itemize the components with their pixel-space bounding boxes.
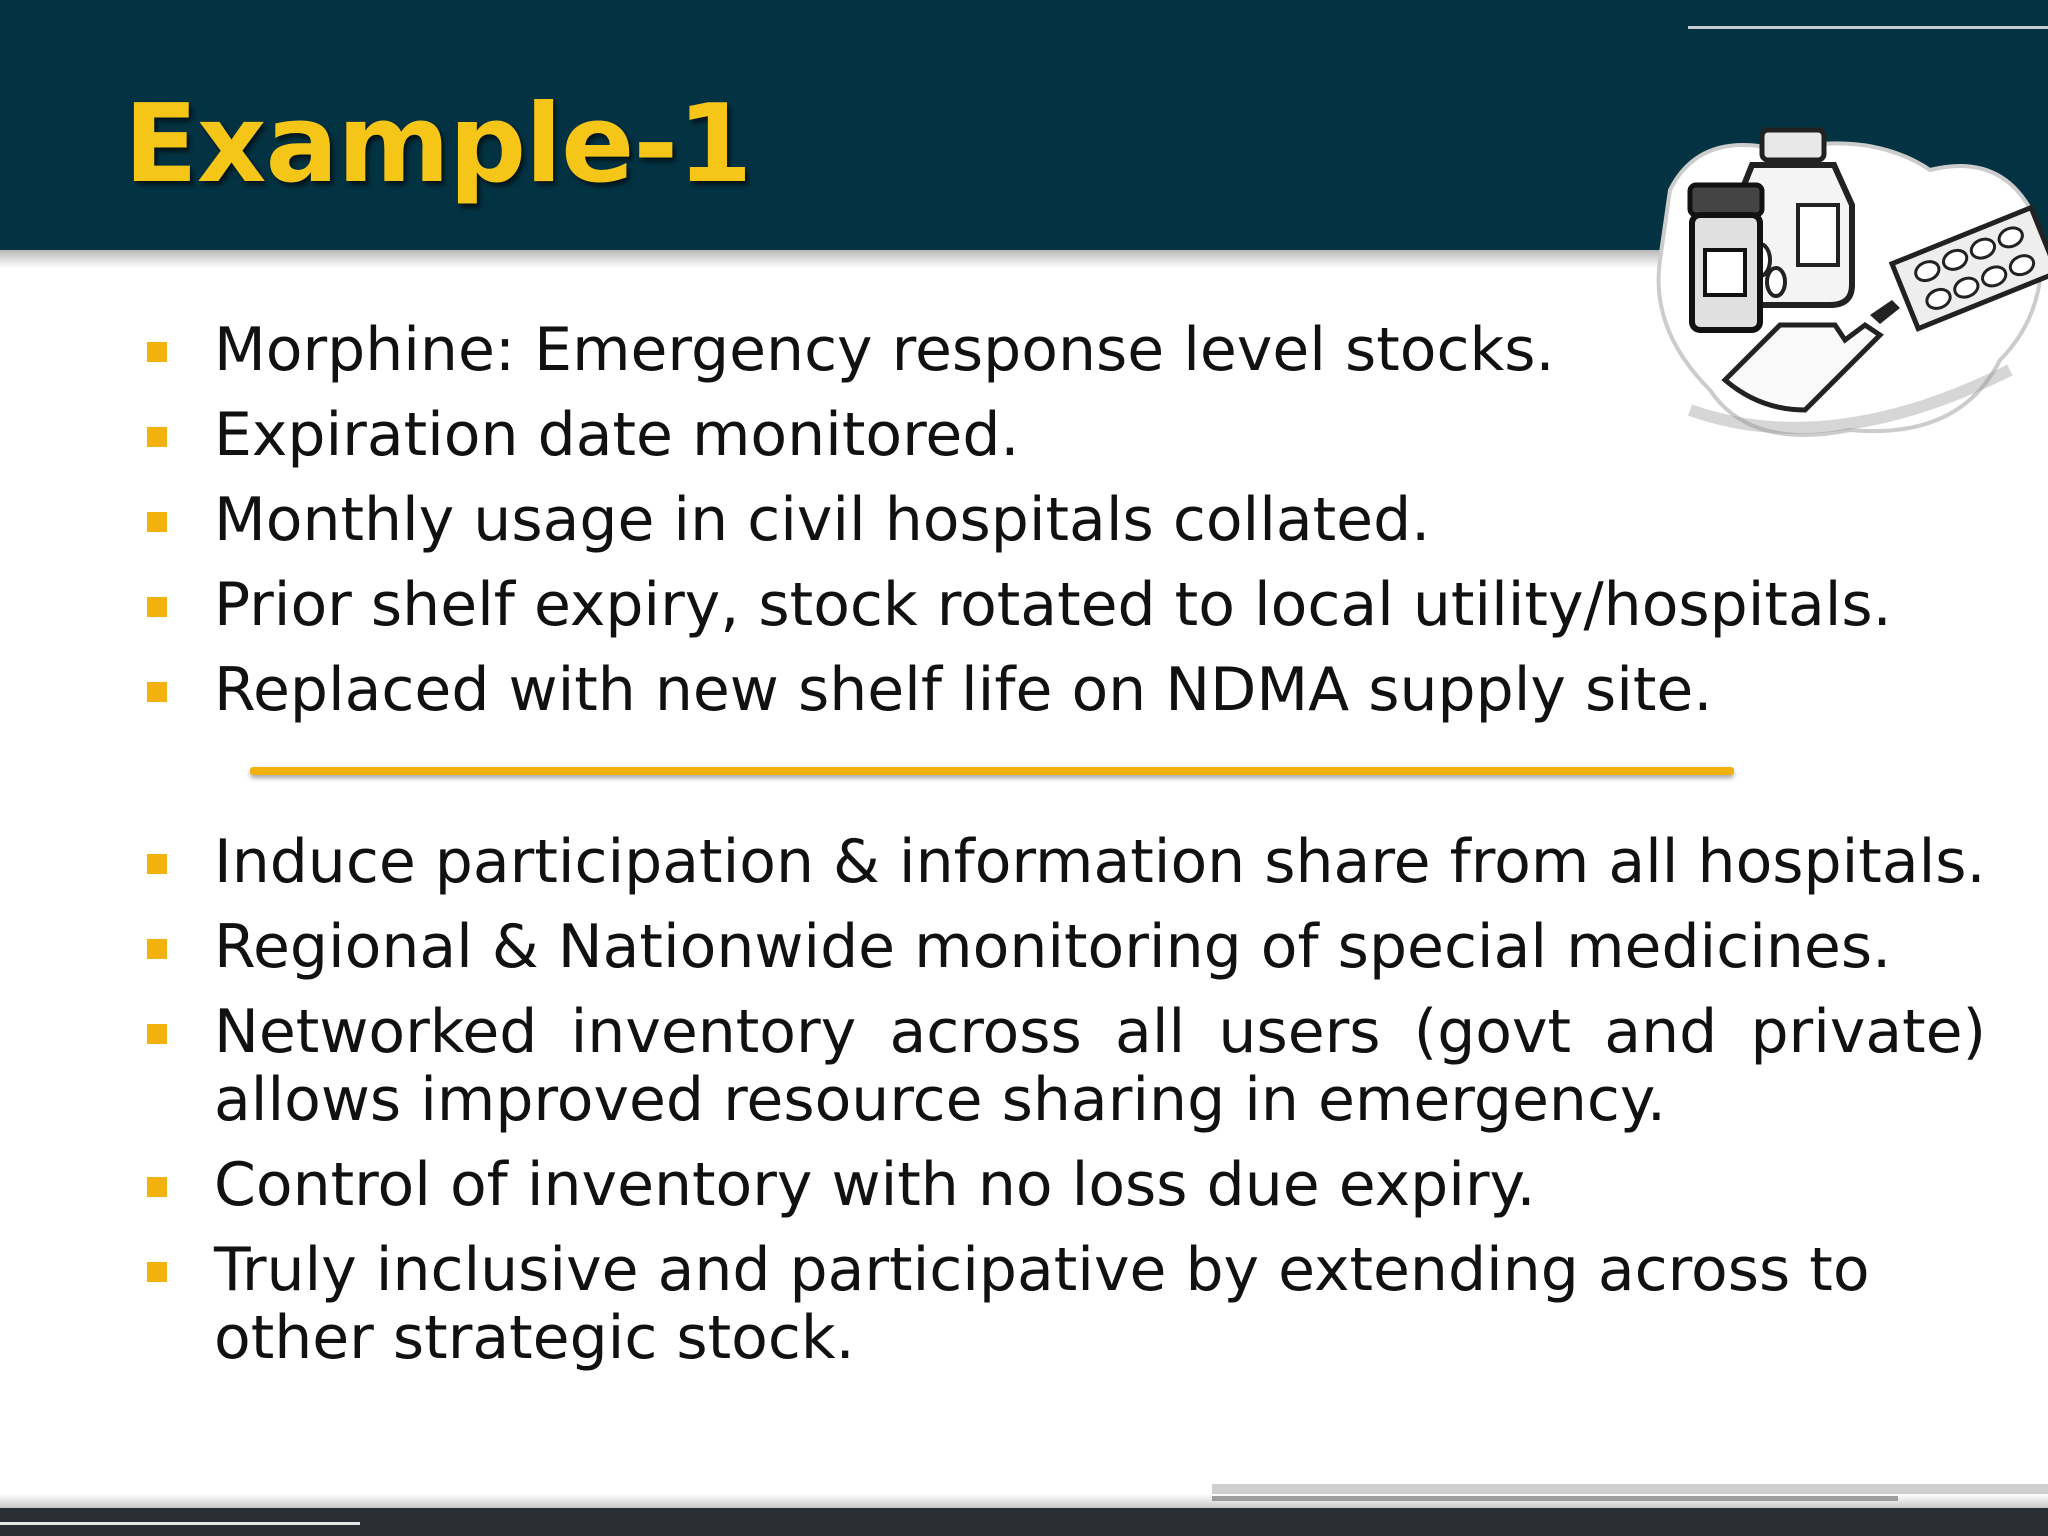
bullet-text: Control of inventory with no loss due expiry. (214, 1150, 1536, 1220)
footer-decor-rule (0, 1522, 360, 1525)
bullet-text: Truly inclusive and participative by extending across to other strategic stock. (214, 1235, 1870, 1373)
bullet-square-icon (147, 939, 167, 959)
footer-decor-rule (1212, 1496, 1898, 1501)
bullet-square-icon (147, 512, 167, 532)
list-item (0, 571, 2048, 639)
list-item (0, 913, 2048, 981)
bullet-text: Monthly usage in civil hospitals collated. (214, 485, 1431, 555)
slide-title: Example-1 (124, 82, 752, 207)
bullet-text: Morphine: Emergency response level stocks. (214, 315, 1555, 385)
bullet-list-secondary (0, 828, 2048, 1389)
section-divider (250, 767, 1734, 775)
bullet-square-icon (147, 1024, 167, 1044)
bullet-text: Expiration date monitored. (214, 400, 1020, 470)
bullet-text: Networked inventory across all users (govt and private) allows improved resource sharing in emergency. (214, 997, 1986, 1135)
bullet-square-icon (147, 427, 167, 447)
list-item (0, 401, 2048, 469)
bullet-square-icon (147, 342, 167, 362)
header-decor-rule (1688, 26, 2048, 29)
list-item (0, 828, 2048, 896)
bullet-square-icon (147, 1262, 167, 1282)
bullet-text: Regional & Nationwide monitoring of special medicines. (214, 912, 1892, 982)
bullet-square-icon (147, 854, 167, 874)
bullet-text: Replaced with new shelf life on NDMA supply site. (214, 655, 1713, 725)
list-item (0, 1151, 2048, 1219)
list-item (0, 1236, 2048, 1372)
list-item (0, 998, 2048, 1134)
bullet-square-icon (147, 1177, 167, 1197)
bullet-text: Induce participation & information share from all hospitals. (214, 827, 1986, 897)
list-item (0, 656, 2048, 724)
footer-decor-rule (1212, 1484, 2048, 1494)
list-item (0, 486, 2048, 554)
bullet-text: Prior shelf expiry, stock rotated to local utility/hospitals. (214, 570, 1892, 640)
bullet-square-icon (147, 597, 167, 617)
bullet-square-icon (147, 682, 167, 702)
list-item (0, 316, 2048, 384)
bullet-list-primary (0, 316, 2048, 741)
